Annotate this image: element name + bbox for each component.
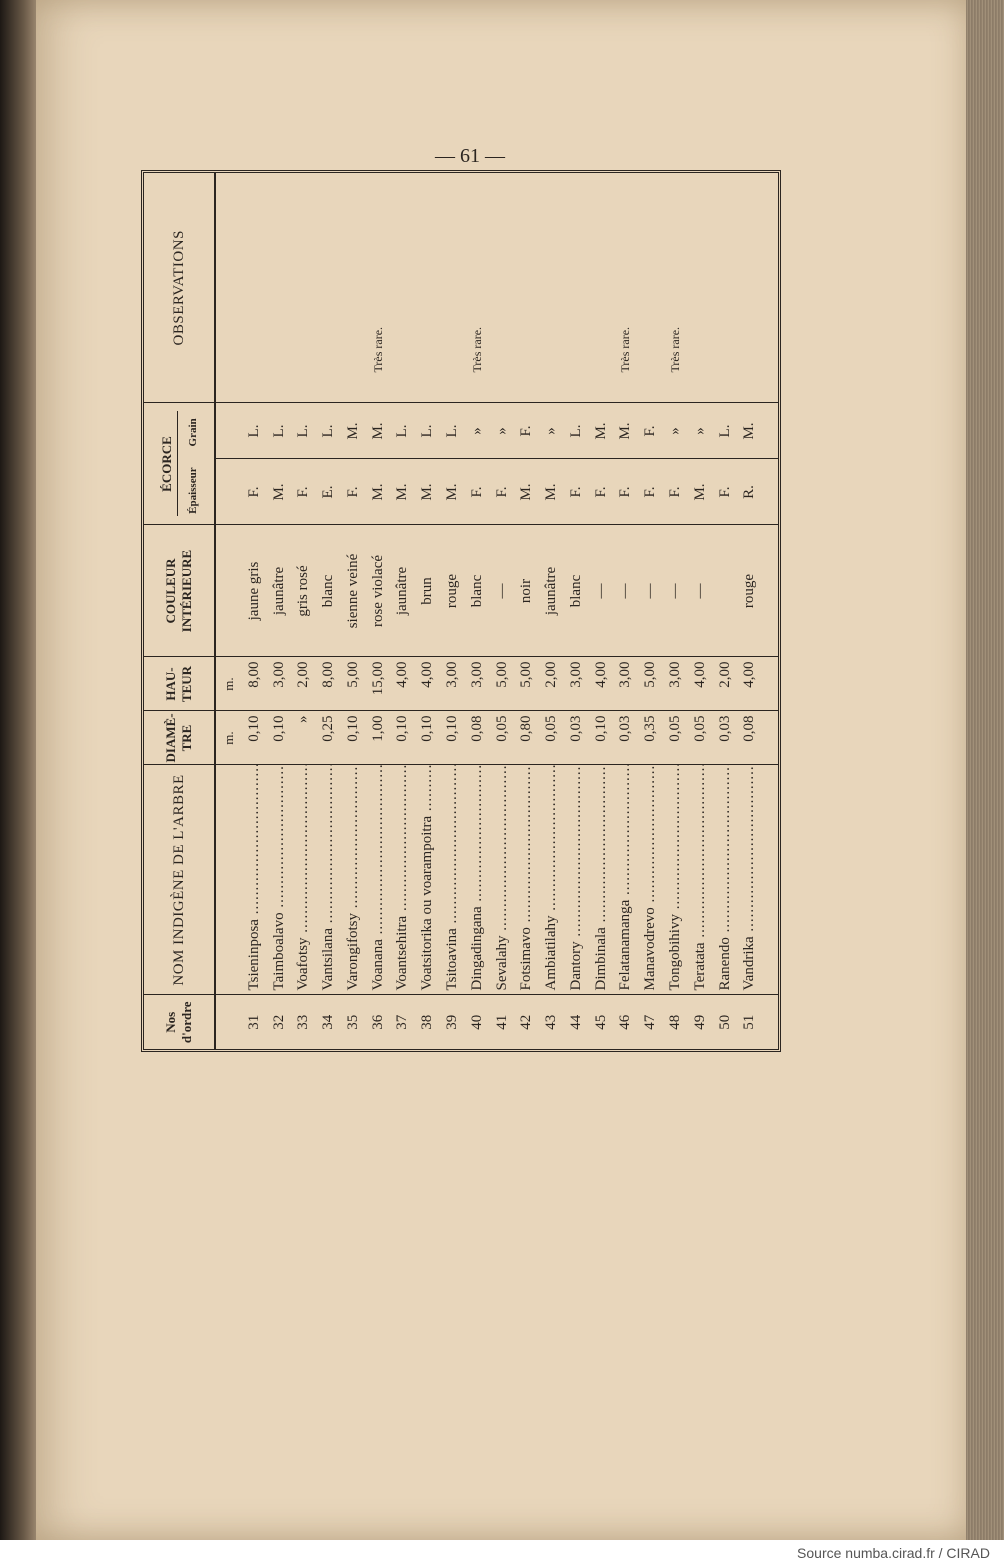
cell-hauteur: 4,00 (588, 657, 613, 711)
cell-tree-name: Ambiatilahy ..... (539, 765, 564, 995)
cell-hauteur: 3,00 (440, 657, 465, 711)
cell-number: 51 (737, 995, 762, 1049)
table-row (415, 173, 440, 1049)
cell-observation: Très rare. (469, 326, 484, 373)
filler-row (762, 173, 778, 1049)
cell-observation (563, 173, 588, 403)
cell-observation (440, 173, 465, 403)
cell-number: 44 (563, 995, 588, 1049)
cell-epaisseur: F. (712, 459, 737, 525)
table-row (241, 173, 266, 1049)
tree-table-frame (141, 170, 781, 1052)
cell-grain: F. (514, 403, 539, 459)
cell-epaisseur: F. (638, 459, 663, 525)
cell-epaisseur: F. (340, 459, 365, 525)
table-row (563, 173, 588, 1049)
cell-grain: » (663, 403, 688, 459)
cell-hauteur: 8,00 (241, 657, 266, 711)
header-observations: OBSERVATIONS (144, 173, 215, 403)
cell-hauteur: 3,00 (464, 657, 489, 711)
cell-diametre: 0,25 (316, 711, 341, 765)
cell-tree-name: Dantory ..... (563, 765, 588, 995)
cell-tree-name: Ranendo ..... (712, 765, 737, 995)
ecorce-brace (177, 412, 182, 517)
cell-hauteur: 2,00 (712, 657, 737, 711)
cell-observation (340, 173, 365, 403)
cell-grain: » (489, 403, 514, 459)
cell-tree-name: Dimbinala ..... (588, 765, 613, 995)
cell-couleur: blanc (316, 525, 341, 657)
cell-tree-name: Dingadingana ..... (464, 765, 489, 995)
cell-hauteur: 2,00 (539, 657, 564, 711)
cell-couleur: — (489, 525, 514, 657)
table-row (390, 173, 415, 1049)
cell-epaisseur: F. (489, 459, 514, 525)
cell-grain: M. (737, 403, 762, 459)
cell-grain: L. (390, 403, 415, 459)
cell-diametre: 0,08 (737, 711, 762, 765)
cell-tree-name: Tongobihivy ..... (663, 765, 688, 995)
source-credit: Source numba.cirad.fr / CIRAD (797, 1545, 990, 1561)
cell-diametre: 0,35 (638, 711, 663, 765)
cell-grain: F. (638, 403, 663, 459)
table-row (464, 173, 489, 1049)
cell-diametre: 0,10 (440, 711, 465, 765)
cell-diametre: 0,10 (415, 711, 440, 765)
cell-number: 38 (415, 995, 440, 1049)
cell-observation (266, 173, 291, 403)
cell-couleur: — (687, 525, 712, 657)
cell-grain: L. (415, 403, 440, 459)
cell-tree-name: Voatsitorika ou voarampoitra ..... (415, 765, 440, 995)
cell-diametre: 0,03 (712, 711, 737, 765)
cell-number: 49 (687, 995, 712, 1049)
cell-epaisseur: F. (588, 459, 613, 525)
cell-hauteur: 8,00 (316, 657, 341, 711)
cell-diametre: 0,05 (489, 711, 514, 765)
header-ecorce (144, 403, 215, 525)
cell-grain: L. (712, 403, 737, 459)
cell-diametre: 0,03 (563, 711, 588, 765)
cell-hauteur: 4,00 (390, 657, 415, 711)
cell-number: 31 (241, 995, 266, 1049)
header-hauteur: HAU-TEUR (144, 657, 215, 711)
cell-number: 32 (266, 995, 291, 1049)
cell-observation (712, 173, 737, 403)
cell-epaisseur: M. (365, 459, 390, 525)
cell-couleur: — (588, 525, 613, 657)
cell-epaisseur: F. (663, 459, 688, 525)
cell-couleur: — (663, 525, 688, 657)
cell-grain: M. (340, 403, 365, 459)
table-row (539, 173, 564, 1049)
table-row (588, 173, 613, 1049)
cell-hauteur: 4,00 (737, 657, 762, 711)
table-row (687, 173, 712, 1049)
cell-grain: » (464, 403, 489, 459)
cell-couleur: jaunâtre (266, 525, 291, 657)
units-row (215, 173, 241, 1049)
cell-number: 46 (613, 995, 638, 1049)
cell-diametre: 0,05 (687, 711, 712, 765)
unit-diametre: m. (215, 711, 241, 765)
cell-observation (241, 173, 266, 403)
cell-tree-name: Voantsehitra ..... (390, 765, 415, 995)
table-row (440, 173, 465, 1049)
cell-hauteur: 5,00 (514, 657, 539, 711)
cell-observation (514, 173, 539, 403)
cell-diametre: 0,10 (340, 711, 365, 765)
cell-tree-name: Fotsimavo ..... (514, 765, 539, 995)
cell-number: 50 (712, 995, 737, 1049)
header-ecorce-label: ÉCORCE (158, 436, 174, 492)
cell-epaisseur: F. (291, 459, 316, 525)
cell-hauteur: 5,00 (340, 657, 365, 711)
cell-hauteur: 4,00 (415, 657, 440, 711)
cell-tree-name: Voafotsy ..... (291, 765, 316, 995)
cell-tree-name: Teratata ..... (687, 765, 712, 995)
cell-hauteur: 5,00 (638, 657, 663, 711)
cell-hauteur: 4,00 (687, 657, 712, 711)
cell-epaisseur: F. (563, 459, 588, 525)
cell-grain: M. (588, 403, 613, 459)
page-edges (966, 0, 1004, 1540)
cell-grain: L. (241, 403, 266, 459)
cell-epaisseur: M. (514, 459, 539, 525)
cell-hauteur: 3,00 (613, 657, 638, 711)
cell-observation (539, 173, 564, 403)
unit-hauteur: m. (215, 657, 241, 711)
cell-couleur: jaune gris (241, 525, 266, 657)
cell-observation (588, 173, 613, 403)
header-name: NOM INDIGÈNE DE L'ARBRE (144, 765, 215, 995)
cell-couleur: rouge (440, 525, 465, 657)
cell-couleur: jaunâtre (539, 525, 564, 657)
cell-observation (390, 173, 415, 403)
cell-hauteur: 5,00 (489, 657, 514, 711)
cell-tree-name: Sevalahy ..... (489, 765, 514, 995)
table-row (489, 173, 514, 1049)
header-row (144, 173, 215, 1049)
cell-number: 45 (588, 995, 613, 1049)
cell-epaisseur: M. (266, 459, 291, 525)
cell-number: 37 (390, 995, 415, 1049)
cell-observation: Très rare. (618, 326, 633, 373)
cell-epaisseur: M. (539, 459, 564, 525)
cell-tree-name: Manavodrevo ..... (638, 765, 663, 995)
cell-number: 33 (291, 995, 316, 1049)
cell-grain: L. (316, 403, 341, 459)
cell-tree-name: Vandrika ..... (737, 765, 762, 995)
header-couleur: COULEUR INTÉRIEURE (144, 525, 215, 657)
table-row (663, 173, 688, 1049)
cell-observation (687, 173, 712, 403)
cell-grain: M. (613, 403, 638, 459)
cell-epaisseur: M. (390, 459, 415, 525)
cell-grain: L. (440, 403, 465, 459)
cell-observation (638, 173, 663, 403)
cell-grain: L. (291, 403, 316, 459)
cell-tree-name: Tsieninposa ..... (241, 765, 266, 995)
table-row (712, 173, 737, 1049)
cell-grain: » (539, 403, 564, 459)
cell-tree-name: Vantsilana ..... (316, 765, 341, 995)
cell-couleur: noir (514, 525, 539, 657)
cell-tree-name: Tsitoavina ..... (440, 765, 465, 995)
cell-epaisseur: F. (613, 459, 638, 525)
cell-grain: L. (266, 403, 291, 459)
cell-number: 36 (365, 995, 390, 1049)
cell-diametre: 0,08 (464, 711, 489, 765)
header-diametre: DIAMÈ-TRE (144, 711, 215, 765)
cell-couleur: rouge (737, 525, 762, 657)
cell-epaisseur: M. (440, 459, 465, 525)
cell-couleur: blanc (563, 525, 588, 657)
cell-tree-name: Taimboalavo ..... (266, 765, 291, 995)
page-number: — 61 — (435, 145, 505, 167)
cell-number: 34 (316, 995, 341, 1049)
table-row (613, 173, 638, 1049)
cell-epaisseur: F. (241, 459, 266, 525)
cell-diametre: 0,10 (390, 711, 415, 765)
cell-epaisseur: F. (464, 459, 489, 525)
cell-couleur: jaunâtre (390, 525, 415, 657)
header-epaisseur: Épaisseur (186, 467, 199, 514)
cell-diametre: 0,10 (588, 711, 613, 765)
cell-tree-name: Varongifotsy ..... (340, 765, 365, 995)
cell-hauteur: 15,00 (365, 657, 390, 711)
cell-couleur: — (638, 525, 663, 657)
cell-observation (737, 173, 762, 403)
cell-hauteur: 2,00 (291, 657, 316, 711)
table-row (638, 173, 663, 1049)
cell-diametre: 0,10 (266, 711, 291, 765)
cell-hauteur: 3,00 (563, 657, 588, 711)
cell-diametre: 0,10 (241, 711, 266, 765)
cell-epaisseur: M. (415, 459, 440, 525)
cell-tree-name: Felatanamanga ..... (613, 765, 638, 995)
book-spine (0, 0, 40, 1566)
cell-couleur: — (613, 525, 638, 657)
cell-observation (316, 173, 341, 403)
cell-couleur: brun (415, 525, 440, 657)
table-body (215, 173, 762, 1049)
table-row (266, 173, 291, 1049)
cell-grain: L. (563, 403, 588, 459)
cell-observation: Très rare. (668, 326, 682, 373)
cell-observation (415, 173, 440, 403)
cell-epaisseur: E. (316, 459, 341, 525)
cell-observation (291, 173, 316, 403)
cell-observation (489, 173, 514, 403)
cell-couleur: sienne veiné (340, 525, 365, 657)
cell-number: 40 (464, 995, 489, 1049)
table-row (340, 173, 365, 1049)
cell-grain: M. (365, 403, 390, 459)
cell-couleur (712, 525, 737, 657)
cell-grain: » (687, 403, 712, 459)
cell-number: 39 (440, 995, 465, 1049)
table-row (291, 173, 316, 1049)
cell-number: 47 (638, 995, 663, 1049)
cell-diametre: 1,00 (365, 711, 390, 765)
cell-diametre: » (291, 711, 316, 765)
cell-diametre: 0,05 (663, 711, 688, 765)
cell-diametre: 0,05 (539, 711, 564, 765)
cell-number: 41 (489, 995, 514, 1049)
table-row (514, 173, 539, 1049)
cell-couleur: blanc (464, 525, 489, 657)
cell-number: 35 (340, 995, 365, 1049)
cell-diametre: 0,03 (613, 711, 638, 765)
cell-number: 43 (539, 995, 564, 1049)
cell-hauteur: 3,00 (266, 657, 291, 711)
table-row (737, 173, 762, 1049)
cell-diametre: 0,80 (514, 711, 539, 765)
header-num: Nos d'ordre (144, 995, 215, 1049)
table-row (316, 173, 341, 1049)
cell-number: 42 (514, 995, 539, 1049)
cell-couleur: rose violacé (365, 525, 390, 657)
header-grain: Grain (186, 418, 199, 447)
cell-observation: Très rare. (370, 326, 385, 373)
cell-tree-name: Voanana ..... (365, 765, 390, 995)
cell-epaisseur: M. (687, 459, 712, 525)
cell-epaisseur: R. (737, 459, 762, 525)
cell-couleur: gris rosé (291, 525, 316, 657)
cell-number: 48 (663, 995, 688, 1049)
tree-table (144, 173, 778, 1049)
table-row (365, 173, 390, 1049)
cell-hauteur: 3,00 (663, 657, 688, 711)
